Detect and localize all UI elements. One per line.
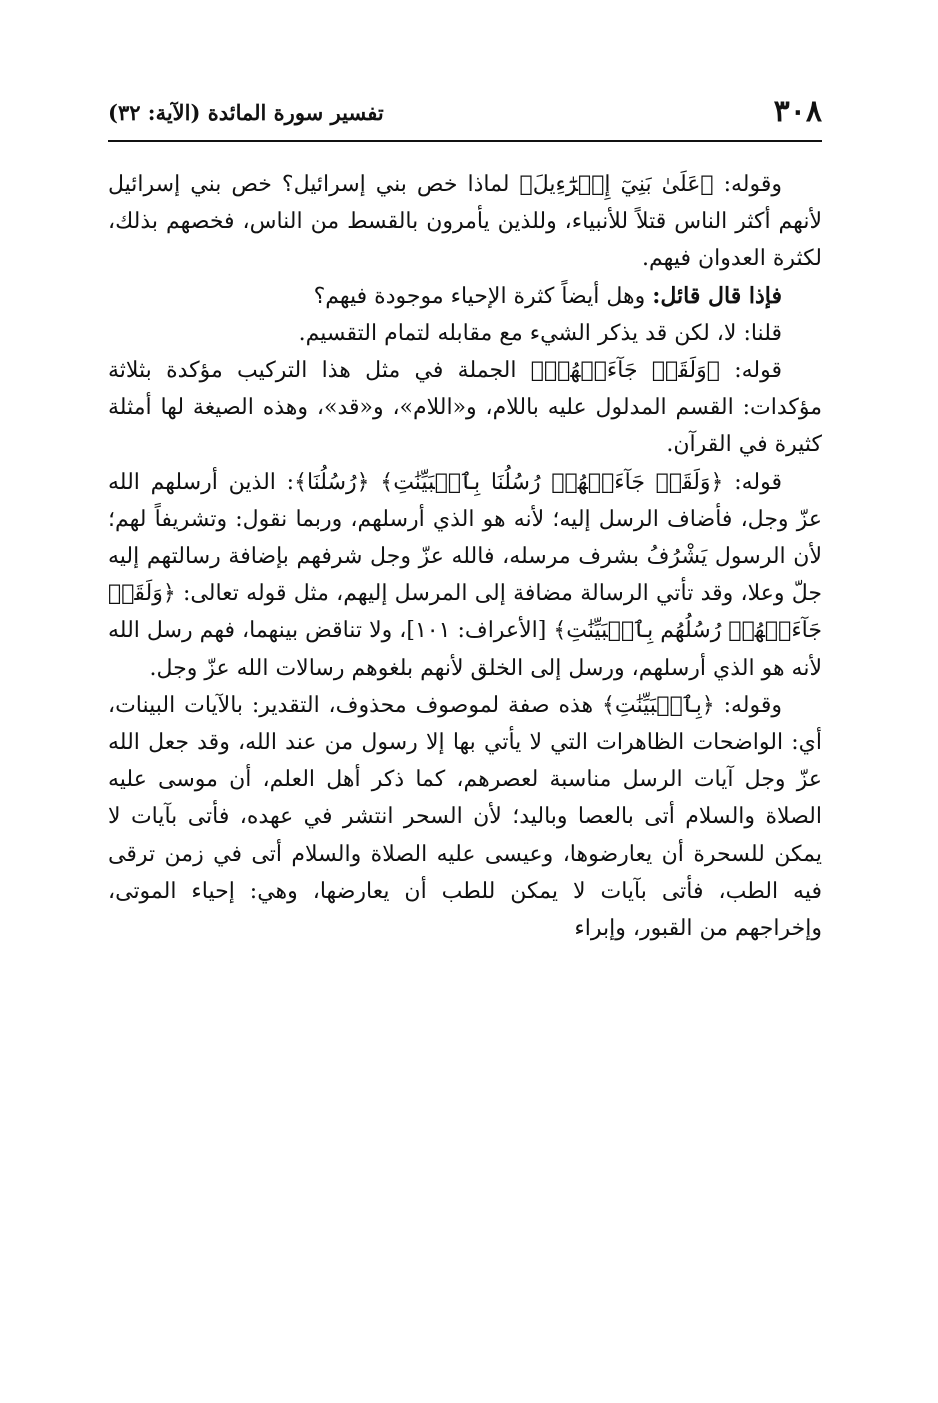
paragraph-messengers (108, 464, 822, 687)
running-title: تفسير سورة المائدة (الآية: ٣٢) (108, 100, 384, 125)
quran-quote: ﴿وَلَقَدۡ جَآءَتۡهُمۡ رُسُلُهُم بِٱلۡبَيِّنَٰتِ﴾ (108, 581, 822, 644)
text-segment: هذه صفة لموصوف محذوف، التقدير: بالآيات البينات، أي: الواضحات الظاهرات التي لا يأتي بها إلا رسول من عند الله، وقد جعل الله عزّ وجل آيات الرسل مناسبة لعصرهم، كما ذكر أهل العلم، أن موسى عليه الصلاة والسلام أتى بالعصا وباليد؛ لأن السحر انتشر في عهده، فأتى بآيات لا يمكن للسحرة أن يعارضوها، وعيسى عليه الصلاة والسلام أتى في زمن ترقى فيه الطب، فأتى بآيات لا يمكن للطب أن يعارضها، وهي: إحياء الموتى، وإخراجهم من القبور، وإبراء (108, 692, 822, 942)
paragraph-clear-signs (108, 687, 822, 947)
header-divider (108, 140, 822, 142)
text-segment: : الذين أرسلهم الله عزّ وجل، فأضاف الرسل إليه؛ لأنه هو الذي أرسلهم، وربما نقول: وتشريفاً لهم؛ لأن الرسول يَشْرُفُ بشرف مرسله، فالله عزّ وجل شرفهم بإضافة رسالتهم إليه جلّ وعلا، وقد تأتي الرسالة مضافة إلى المرسل إليهم، مثل قوله تعالى: (108, 469, 822, 607)
text-segment: وقوله: (713, 172, 783, 197)
quran-quote: ﴿وَلَقَدۡ جَآءَتۡهُمۡ﴾ (530, 358, 720, 384)
text-segment: وهل أيضاً كثرة الإحياء موجودة فيهم؟ (313, 283, 653, 309)
quran-quote: ﴿عَلَىٰ بَنِيٓ إِسۡرَٰٓءِيلَ﴾ (519, 172, 714, 197)
text-segment: قوله: (723, 469, 782, 495)
page-number: ٣٠٨ (773, 94, 822, 129)
quran-quote: ﴿رُسُلُنَا﴾ (294, 469, 370, 495)
text-segment: الجملة في مثل هذا التركيب مؤكدة بثلاثة مؤكدات: القسم المدلول عليه باللام، و«اللام»، و«قد»، وهذه الصيغة لها أمثلة كثيرة في القرآن. (108, 358, 822, 458)
text-segment (370, 470, 381, 495)
quran-quote: ﴿وَلَقَدۡ جَآءَتۡهُمۡ رُسُلُنَا بِٱلۡبَيِّنَٰتِ﴾ (380, 469, 724, 495)
paragraph-bani-israil (108, 166, 822, 278)
text-segment: قلنا: لا، لكن قد يذكر الشيء مع مقابله لتمام التقسيم. (298, 320, 782, 346)
text-segment: قوله: (719, 358, 782, 384)
paragraph-answer (108, 315, 822, 352)
page-body (108, 166, 822, 947)
question-lead: فإذا قال قائل: (652, 282, 782, 309)
quran-quote: ﴿بِٱلۡبَيِّنَٰتِ﴾ (601, 692, 715, 718)
paragraph-emphasis (108, 352, 822, 464)
text-segment: وقوله: (714, 692, 782, 718)
text-segment: لماذا خص بني إسرائيل؟ خص بني إسرائيل لأنهم أكثر الناس قتلاً للأنبياء، وللذين يأمرون بالقسط من الناس، فخصهم بذلك، لكثرة العدوان فيهم. (108, 172, 822, 272)
text-segment: [الأعراف: ١٠١]، ولا تناقض بينهما، فهم رسل الله لأنه هو الذي أرسلهم، ورسل إلى الخلق لأنهم بلغوهم رسالات الله عزّ وجل. (108, 618, 822, 681)
paragraph-question (108, 278, 822, 315)
page-header (108, 92, 822, 132)
